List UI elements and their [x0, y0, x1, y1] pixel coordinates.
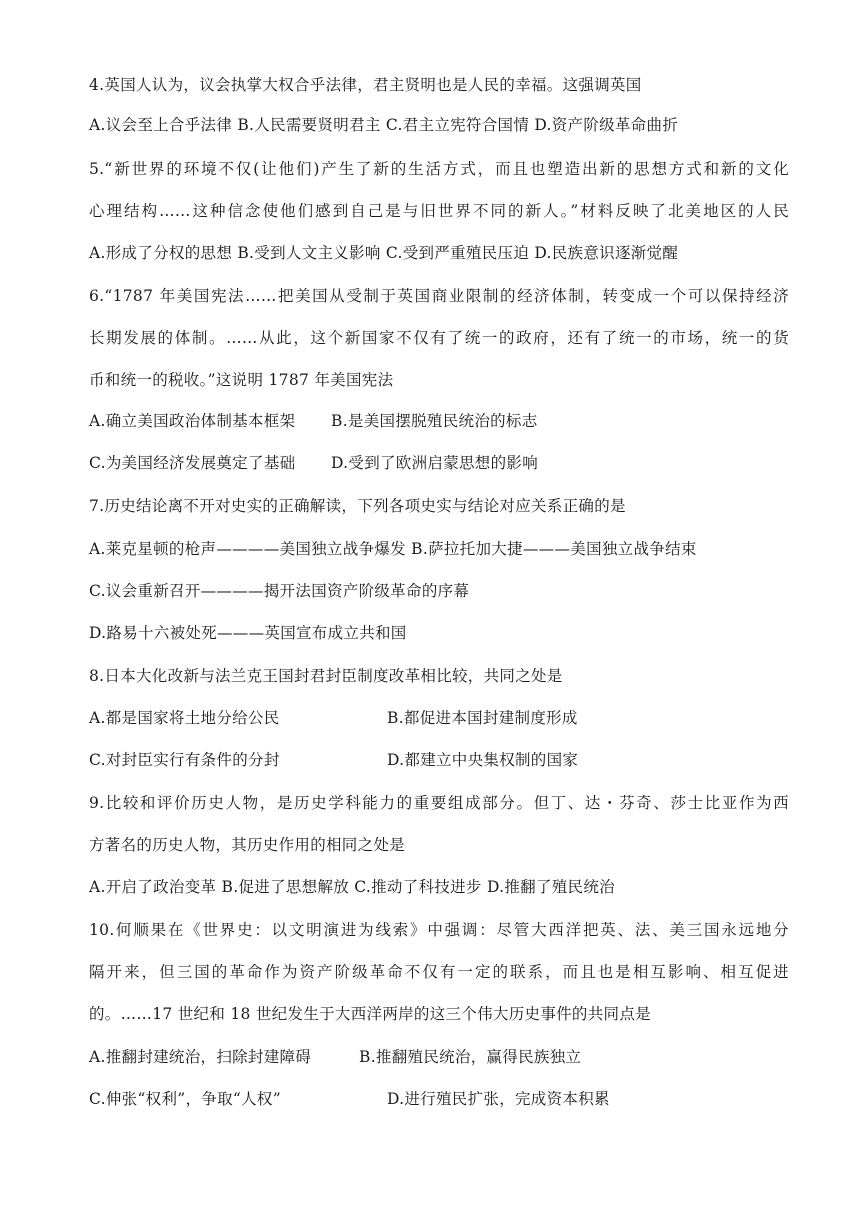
- q7-options-line-1: A.莱克星顿的枪声————美国独立战争爆发 B.萨拉托加大捷———美国独立战争结束: [89, 540, 697, 558]
- q8-option-c: C.对封臣实行有条件的分封: [89, 751, 280, 769]
- q9-stem-line-2: 方著名的历史人物，其历史作用的相同之处是: [89, 836, 406, 854]
- q5-stem-line-1: 5.“新世界的环境不仅(让他们)产生了新的生活方式，而且也塑造出新的思想方式和新的文化: [89, 160, 789, 178]
- q10-option-a: A.推翻封建统治，扫除封建障碍: [89, 1048, 312, 1066]
- q10-option-c: C.伸张“权利”，争取“人权”: [89, 1090, 281, 1108]
- q6-stem-line-1: 6.“1787 年美国宪法……把美国从受制于英国商业限制的经济体制，转变成一个可以保持经济: [89, 287, 789, 305]
- q4-stem-line-1: 4.英国人认为，议会执掌大权合乎法律，君主贤明也是人民的幸福。这强调英国: [89, 76, 642, 94]
- q9-options: A.开启了政治变革 B.促进了思想解放 C.推动了科技进步 D.推翻了殖民统治: [89, 878, 615, 896]
- q6-stem-line-3: 币和统一的税收。”这说明 1787 年美国宪法: [89, 371, 394, 389]
- q10-stem-line-3: 的。……17 世纪和 18 世纪发生于大西洋两岸的这三个伟大历史事件的共同点是: [89, 1005, 651, 1023]
- q10-option-b: B.推翻殖民统治，赢得民族独立: [359, 1048, 582, 1066]
- q8-stem-line-1: 8.日本大化改新与法兰克王国封君封臣制度改革相比较，共同之处是: [89, 667, 563, 685]
- q7-options-line-2: C.议会重新召开————揭开法国资产阶级革命的序幕: [89, 582, 470, 600]
- q8-option-d: D.都建立中央集权制的国家: [387, 751, 579, 769]
- q7-stem-line-1: 7.历史结论离不开对史实的正确解读，下列各项史实与结论对应关系正确的是: [89, 497, 626, 515]
- q8-option-a: A.都是国家将土地分给公民: [89, 709, 280, 727]
- q6-option-a: A.确立美国政治体制基本框架: [89, 412, 296, 430]
- q8-option-b: B.都促进本国封建制度形成: [387, 709, 578, 727]
- q5-stem-line-2: 心理结构……这种信念使他们感到自己是与旧世界不同的新人。”材料反映了北美地区的人民: [89, 202, 789, 220]
- q6-option-b: B.是美国摆脱殖民统治的标志: [331, 412, 538, 430]
- q10-stem-line-2: 隔开来，但三国的革命作为资产阶级革命不仅有一定的联系，而且也是相互影响、相互促进: [89, 963, 789, 981]
- q4-options: A.议会至上合乎法律 B.人民需要贤明君主 C.君主立宪符合国情 D.资产阶级革命曲折: [89, 116, 679, 134]
- q5-options: A.形成了分权的思想 B.受到人文主义影响 C.受到严重殖民压迫 D.民族意识逐渐觉醒: [89, 244, 679, 262]
- q6-option-c: C.为美国经济发展奠定了基础: [89, 454, 296, 472]
- q7-options-line-3: D.路易十六被处死———英国宣布成立共和国: [89, 624, 407, 642]
- q6-option-d: D.受到了欧洲启蒙思想的影响: [331, 454, 539, 472]
- q9-stem-line-1: 9.比较和评价历史人物，是历史学科能力的重要组成部分。但丁、达・芬奇、莎士比亚作为西: [89, 794, 789, 812]
- q10-stem-line-1: 10.何顺果在《世界史：以文明演进为线索》中强调：尽管大西洋把英、法、美三国永远地分: [89, 921, 789, 939]
- q10-option-d: D.进行殖民扩张，完成资本积累: [387, 1090, 610, 1108]
- q6-stem-line-2: 长期发展的体制。……从此，这个新国家不仅有了统一的政府，还有了统一的市场，统一的货: [89, 329, 789, 347]
